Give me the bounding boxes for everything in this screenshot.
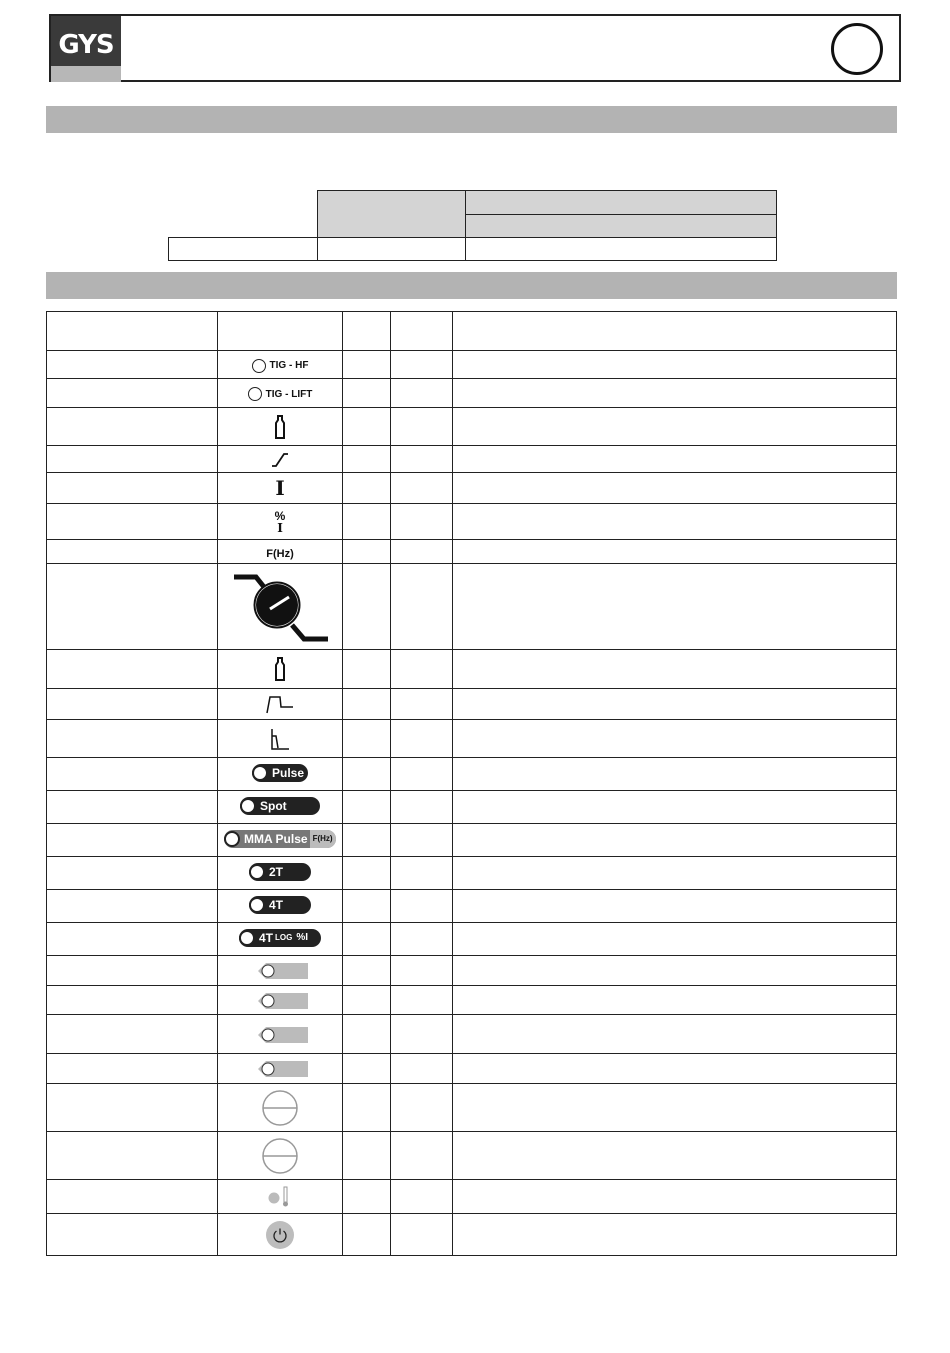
current-label: I	[275, 476, 285, 500]
led-indicator-icon	[218, 1054, 343, 1084]
gas-bottle-icon	[218, 650, 343, 689]
table-header-row	[47, 312, 897, 351]
tig-hf-icon	[218, 351, 343, 379]
frequency-label: F(Hz)	[266, 548, 294, 560]
percent-label: %	[274, 508, 286, 523]
table-row	[47, 540, 897, 564]
section-bar-2	[46, 272, 897, 299]
spec-cell-a	[168, 237, 318, 261]
table-row	[47, 351, 897, 379]
spec-cell-b	[317, 237, 466, 261]
table-row	[47, 650, 897, 689]
power-button-icon	[218, 1214, 343, 1256]
led-indicator-icon	[218, 1015, 343, 1054]
mode-4tlog-percent-label: %I	[296, 932, 309, 943]
mode-4tlog-log-label: LOG	[275, 933, 293, 942]
table-row	[47, 1015, 897, 1054]
spec-header-top	[465, 190, 777, 215]
mma-pulse-button-icon	[218, 824, 343, 857]
table-row	[47, 824, 897, 857]
table-row	[47, 564, 897, 650]
pulse-button-icon	[218, 758, 343, 791]
downslope-icon	[218, 720, 343, 758]
mode-4tlog-label: 4T	[259, 930, 274, 945]
table-row	[47, 504, 897, 540]
spec-header-bottom	[465, 214, 777, 238]
table-row	[47, 758, 897, 791]
table-row	[47, 473, 897, 504]
table-row	[47, 446, 897, 473]
mode-2t-label: 2T	[269, 864, 284, 879]
mode-4t-label: 4T	[269, 897, 284, 912]
tig-lift-icon	[218, 379, 343, 408]
table-row	[47, 923, 897, 956]
led-indicator-icon	[218, 986, 343, 1015]
table-row	[47, 986, 897, 1015]
table-row	[47, 1084, 897, 1132]
table-row	[47, 857, 897, 890]
pre-gas-icon	[218, 689, 343, 720]
table-row	[47, 956, 897, 986]
logo-text: GYS	[58, 30, 114, 60]
percent-current-label: I	[277, 520, 283, 535]
control-knob-icon	[218, 564, 343, 650]
table-row	[47, 1054, 897, 1084]
gas-bottle-icon	[218, 408, 343, 446]
table-row	[47, 890, 897, 923]
spec-cell-c	[465, 237, 777, 261]
tig-lift-label: TIG - LIFT	[265, 388, 313, 400]
current-icon	[218, 473, 343, 504]
temperature-led-icon	[218, 1180, 343, 1214]
spot-label: Spot	[260, 798, 287, 813]
table-row	[47, 689, 897, 720]
mma-pulse-freq-label: F(Hz)	[310, 830, 336, 848]
mode-4tlog-button-icon	[218, 923, 343, 956]
table-row	[47, 1180, 897, 1214]
mma-pulse-label: MMA Pulse	[244, 831, 308, 846]
spec-table	[0, 0, 950, 300]
spec-header-cell	[317, 190, 466, 238]
pulse-label: Pulse	[272, 765, 305, 780]
led-indicator-icon	[218, 956, 343, 986]
mode-2t-button-icon	[218, 857, 343, 890]
display-circle-icon	[218, 1084, 343, 1132]
frequency-icon	[218, 540, 343, 564]
controls-table	[46, 311, 897, 1256]
mode-4t-button-icon	[218, 890, 343, 923]
tig-hf-label: TIG - HF	[269, 360, 309, 371]
table-row	[47, 379, 897, 408]
upslope-icon	[218, 446, 343, 473]
table-row	[47, 1214, 897, 1256]
table-row	[47, 408, 897, 446]
table-row	[47, 1132, 897, 1180]
percent-current-icon	[218, 504, 343, 540]
spot-button-icon	[218, 791, 343, 824]
table-row	[47, 791, 897, 824]
table-row	[47, 720, 897, 758]
display-circle-icon	[218, 1132, 343, 1180]
